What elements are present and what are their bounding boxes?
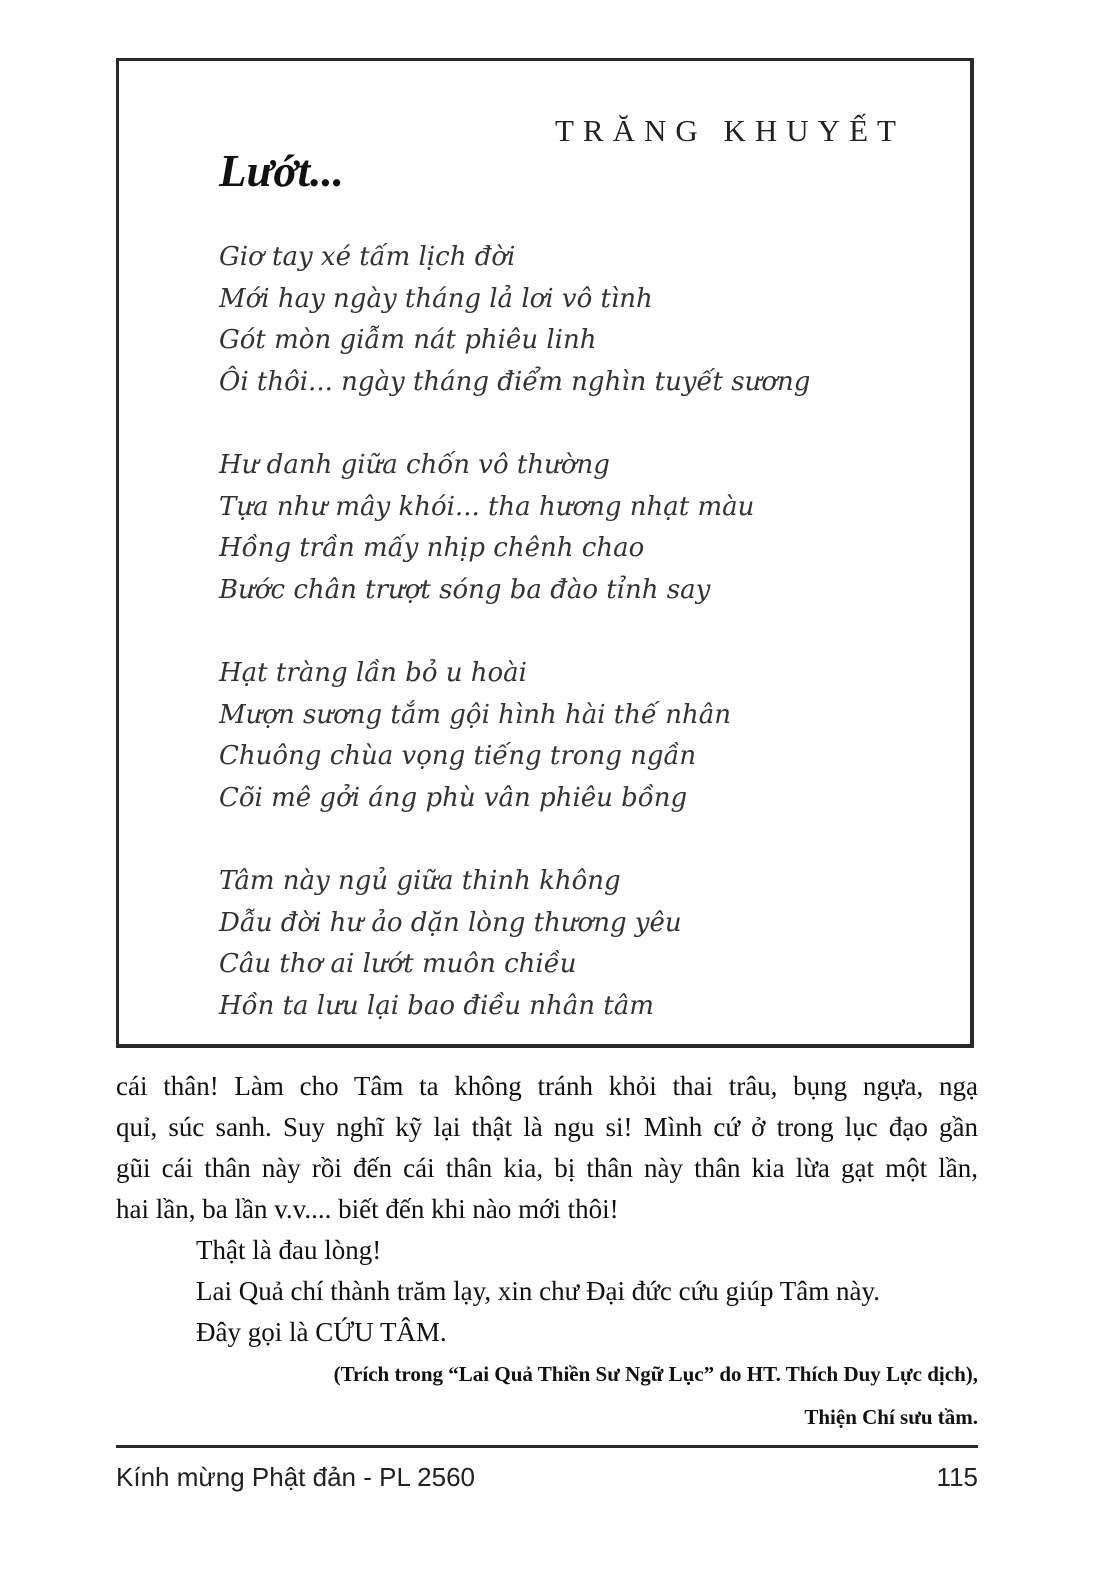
poem-author: TRĂNG KHUYẾT (555, 113, 905, 148)
verse-line: Giơ tay xé tấm lịch đời (219, 242, 516, 272)
poem-title: Lướt... (219, 146, 344, 196)
verse-line: Gót mòn giẫm nát phiêu linh (219, 325, 597, 355)
prose-paragraph: Thật là đau lòng! (196, 1235, 382, 1265)
verse-line: Bước chân trượt sóng ba đào tỉnh say (219, 574, 711, 605)
page-number: 115 (936, 1462, 978, 1492)
prose-paragraph: Đây gọi là CỨU TÂM. (196, 1317, 447, 1347)
stanza (219, 237, 810, 403)
verse-line: Chuông chùa vọng tiếng trong ngần (219, 741, 697, 771)
verse-line: Hồn ta lưu lại bao điều nhân tâm (219, 990, 654, 1021)
verse-line: Dẫu đời hư ảo dặn lòng thương yêu (219, 907, 682, 938)
prose-paragraph: Lai Quả chí thành trăm lạy, xin chư Đại đức cứu giúp Tâm này. (196, 1276, 880, 1306)
stanza (219, 653, 810, 819)
verse-line: Tâm này ngủ giữa thinh không (219, 866, 621, 896)
verse-line: Câu thơ ai lướt muôn chiều (219, 949, 577, 979)
verse-line: Cõi mê gởi áng phù vân phiêu bồng (219, 782, 688, 813)
poem-body (219, 237, 810, 1027)
prose-line: cái thân! Làm cho Tâm ta không tránh khỏi thai trâu, bụng ngựa, ngạ (116, 1071, 978, 1101)
stanza (219, 445, 810, 611)
prose-line: hai lần, ba lần v.v.... biết đến khi nào mới thôi! (116, 1194, 619, 1224)
collector-credit: Thiện Chí sưu tầm. (804, 1405, 978, 1429)
stanza (219, 861, 810, 1027)
verse-line: Mượn sương tắm gội hình hài thế nhân (219, 699, 732, 730)
verse-line: Mới hay ngày tháng lả lơi vô tình (219, 283, 653, 314)
prose-line: gũi cái thân này rồi đến cái thân kia, bị thân này thân kia lừa gạt một lần, (116, 1153, 978, 1183)
verse-line: Ôi thôi... ngày tháng điểm nghìn tuyết sương (219, 366, 811, 397)
verse-line: Hạt tràng lần bỏ u hoài (219, 658, 527, 688)
footer-publication: Kính mừng Phật đản - PL 2560 (116, 1462, 476, 1492)
source-citation: (Trích trong “Lai Quả Thiền Sư Ngữ Lục” do HT. Thích Duy Lực dịch), (333, 1362, 978, 1386)
prose-section (116, 1066, 978, 1353)
prose-line: quỉ, súc sanh. Suy nghĩ kỹ lại thật là ngu si! Mình cứ ở trong lục đạo gần (116, 1112, 978, 1142)
verse-line: Hồng trần mấy nhịp chênh chao (219, 533, 645, 563)
verse-line: Hư danh giữa chốn vô thường (219, 450, 610, 480)
footer-divider (116, 1445, 978, 1448)
verse-line: Tựa như mây khói... tha hương nhạt màu (219, 491, 755, 522)
poem-frame (116, 58, 974, 1048)
